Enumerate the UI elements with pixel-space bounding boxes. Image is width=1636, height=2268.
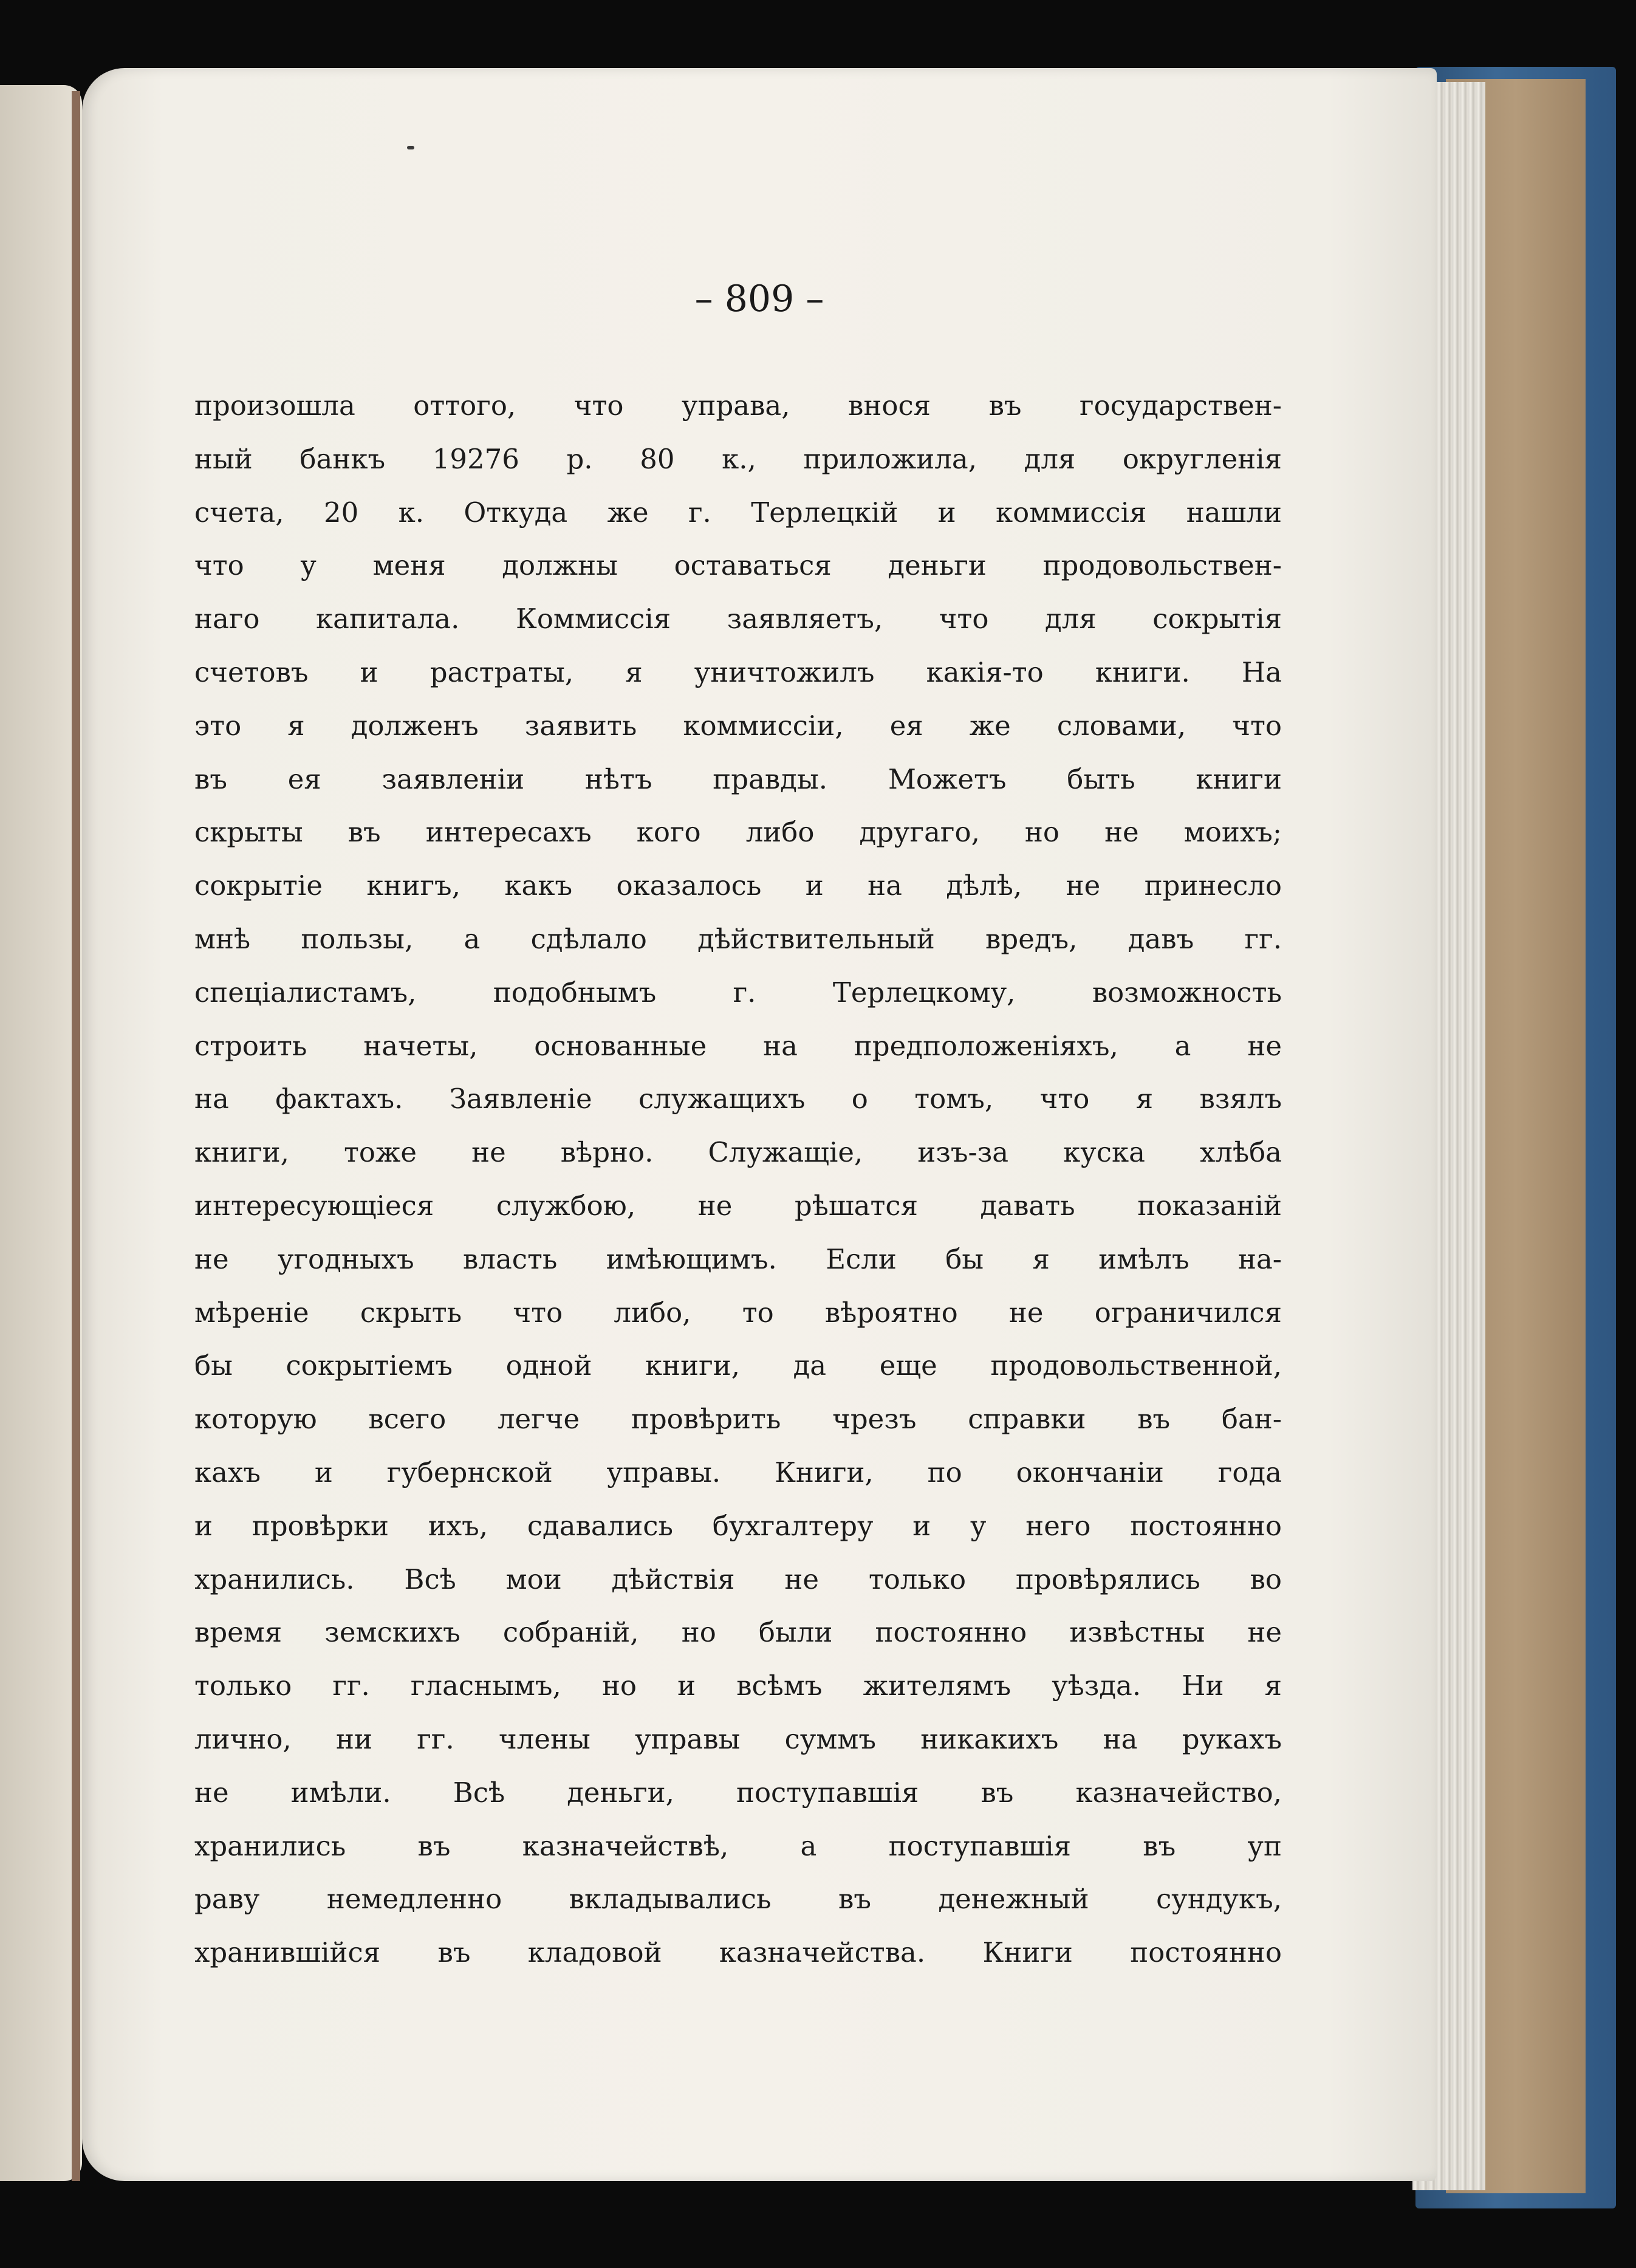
text-line: время земскихъ собраній, но были постоянно извѣстны не [194, 1616, 1282, 1649]
text-line: и провѣрки ихъ, сдавались бухгалтеру и у него постоянно [194, 1509, 1282, 1542]
book-page [82, 68, 1437, 2181]
text-line: кахъ и губернской управы. Книги, по окончаніи года [194, 1456, 1282, 1489]
text-line: лично, ни гг. члены управы суммъ никакихъ на рукахъ [194, 1722, 1282, 1755]
text-line: мнѣ пользы, а сдѣлало дѣйствительный вредъ, давъ гг. [194, 922, 1282, 955]
text-line: счетовъ и растраты, я уничтожилъ какія-то книги. На [194, 656, 1282, 688]
text-line: спеціалистамъ, подобнымъ г. Терлецкому, возможность [194, 976, 1282, 1009]
text-line: скрыты въ интересахъ кого либо другаго, но не моихъ; [194, 816, 1282, 849]
text-line: сокрытіе книгъ, какъ оказалось и на дѣлѣ, не принесло [194, 869, 1282, 902]
text-line: книги, тоже не вѣрно. Служащіе, изъ-за куска хлѣба [194, 1136, 1282, 1169]
text-line: раву немедленно вкладывались въ денежный сундукъ, [194, 1883, 1282, 1916]
text-line: произошла оттого, что управа, внося въ государствен- [194, 389, 1282, 422]
text-line: только гг. гласнымъ, но и всѣмъ жителямъ уѣзда. Ни я [194, 1670, 1282, 1702]
text-line: строить начеты, основанные на предположеніяхъ, а не [194, 1029, 1282, 1062]
page-body [194, 379, 1282, 1979]
text-line: которую всего легче провѣрить чрезъ справки въ бан- [194, 1403, 1282, 1436]
facing-page-edge [72, 91, 80, 2181]
text-line: бы сокрытіемъ одной книги, да еще продовольственной, [194, 1349, 1282, 1382]
text-line: хранившійся въ кладовой казначейства. Книги постоянно [194, 1936, 1282, 1969]
text-line: не имѣли. Всѣ деньги, поступавшія въ казначейство, [194, 1776, 1282, 1809]
page-number: – 809 – [694, 278, 824, 320]
text-line: что у меня должны оставаться деньги продовольствен- [194, 549, 1282, 582]
text-line: это я долженъ заявить коммиссіи, ея же словами, что [194, 709, 1282, 742]
text-line: на фактахъ. Заявленіе служащихъ о томъ, что я взялъ [194, 1083, 1282, 1115]
text-line: ный банкъ 19276 р. 80 к., приложила, для округленія [194, 442, 1282, 475]
text-line: мѣреніе скрыть что либо, то вѣроятно не ограничился [194, 1296, 1282, 1329]
text-line: въ ея заявленіи нѣтъ правды. Можетъ быть книги [194, 762, 1282, 795]
text-line: счета, 20 к. Откуда же г. Терлецкій и коммиссія нашли [194, 496, 1282, 529]
text-line: наго капитала. Коммиссія заявляетъ, что для сокрытія [194, 603, 1282, 636]
text-line: интересующіеся службою, не рѣшатся давать показаній [194, 1189, 1282, 1222]
facing-page [0, 85, 82, 2181]
text-line: хранились въ казначействѣ, а поступавшія въ уп [194, 1829, 1282, 1862]
text-line: не угодныхъ власть имѣющимъ. Если бы я имѣлъ на- [194, 1242, 1282, 1275]
ink-speck [407, 146, 414, 149]
text-line: хранились. Всѣ мои дѣйствія не только провѣрялись во [194, 1563, 1282, 1595]
